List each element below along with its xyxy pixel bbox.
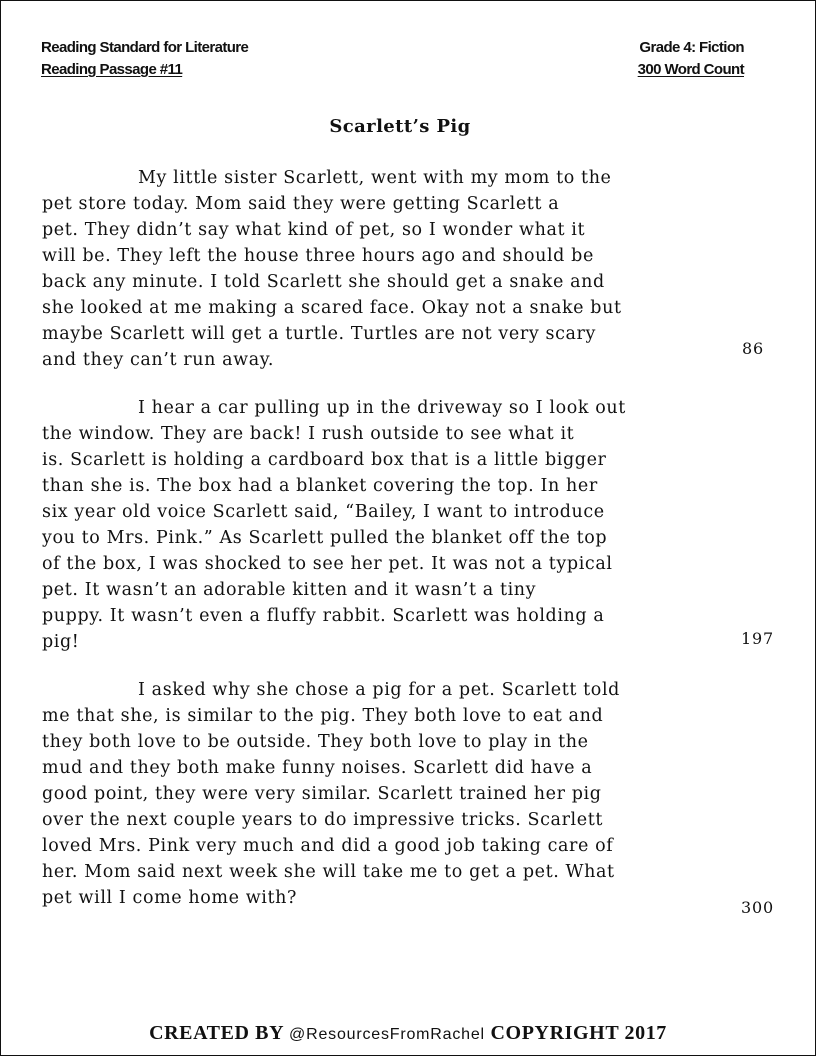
running-word-count: 86	[742, 339, 764, 358]
paragraph-line: is. Scarlett is holding a cardboard box that is a little bigger	[42, 450, 607, 470]
standard-label: Reading Standard for Literature	[41, 39, 249, 56]
paragraph-line: loved Mrs. Pink very much and did a good job taking care of	[42, 836, 614, 856]
passage-number: Reading Passage #11	[41, 61, 183, 78]
paragraph-line: back any minute. I told Scarlett she should get a snake and	[42, 272, 605, 292]
paragraph-line: mud and they both make funny noises. Scarlett did have a	[42, 758, 593, 778]
paragraph-line: will be. They left the house three hours ago and should be	[42, 246, 594, 266]
paragraph-line: they both love to be outside. They both love to play in the	[42, 732, 589, 752]
word-count-label: 300 Word Count	[637, 61, 744, 78]
paragraph-line: maybe Scarlett will get a turtle. Turtles are not very scary	[42, 324, 596, 344]
paragraph-line: the window. They are back! I rush outside to see what it	[42, 424, 575, 444]
paragraph-line: over the next couple years to do impressive tricks. Scarlett	[42, 810, 603, 830]
paragraph-2	[42, 395, 762, 655]
footer-suffix: COPYRIGHT 2017	[490, 1022, 667, 1044]
paragraph-line: her. Mom said next week she will take me to get a pet. What	[42, 862, 615, 882]
paragraph-line: good point, they were very similar. Scarlett trained her pig	[42, 784, 602, 804]
paragraph-line: puppy. It wasn’t even a fluffy rabbit. Scarlett was holding a	[42, 606, 605, 626]
paragraph-line: My little sister Scarlett, went with my mom to the	[138, 168, 612, 188]
paragraph-line: pet store today. Mom said they were getting Scarlett a	[42, 194, 560, 214]
author-handle: @ResourcesFromRachel	[289, 1026, 485, 1043]
paragraph-line: pet will I come home with?	[42, 888, 297, 908]
copyright-footer	[0, 1022, 816, 1045]
footer-prefix: CREATED BY	[149, 1022, 284, 1044]
paragraph-3	[42, 677, 762, 911]
paragraph-line: me that she, is similar to the pig. They both love to eat and	[42, 706, 604, 726]
paragraph-line: of the box, I was shocked to see her pet. It was not a typical	[42, 554, 613, 574]
paragraph-line: pig!	[42, 632, 80, 652]
paragraph-line: pet. They didn’t say what kind of pet, so I wonder what it	[42, 220, 586, 240]
paragraph-line: pet. It wasn’t an adorable kitten and it wasn’t a tiny	[42, 580, 537, 600]
grade-label: Grade 4: Fiction	[639, 39, 744, 56]
passage-title: Scarlett’s Pig	[329, 116, 471, 137]
paragraph-line: I hear a car pulling up in the driveway so I look out	[138, 398, 626, 418]
paragraph-line: you to Mrs. Pink.” As Scarlett pulled the blanket off the top	[42, 528, 608, 548]
running-word-count: 197	[741, 629, 774, 648]
paragraph-line: than she is. The box had a blanket covering the top. In her	[42, 476, 598, 496]
paragraph-line: she looked at me making a scared face. Okay not a snake but	[42, 298, 622, 318]
paragraph-line: and they can’t run away.	[42, 350, 275, 370]
paragraph-line: six year old voice Scarlett said, “Bailey, I want to introduce	[42, 502, 605, 522]
running-word-count: 300	[741, 898, 774, 917]
paragraph-line: I asked why she chose a pig for a pet. Scarlett told	[138, 680, 620, 700]
paragraph-1	[42, 165, 762, 373]
